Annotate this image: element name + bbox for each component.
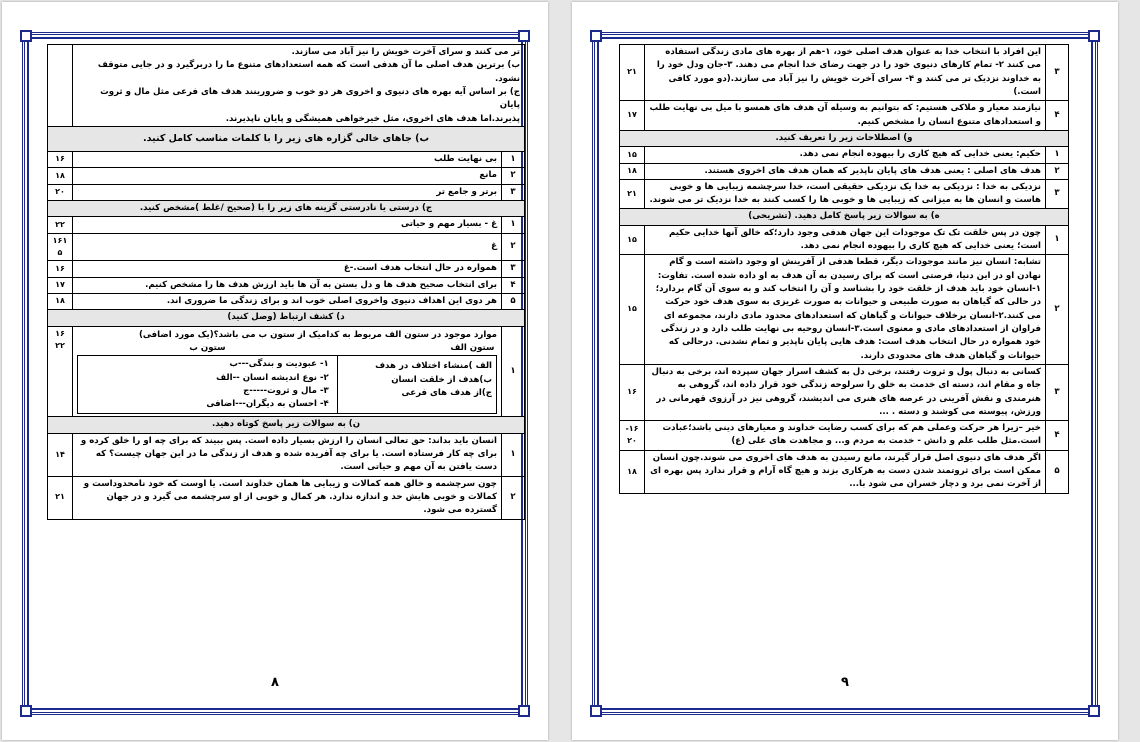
corner-ornament [20,705,32,717]
page-ref: ۱۵ [620,255,645,365]
page-ref: ۱۸ [48,168,73,184]
text-line: ج) بر اساس آیه بهره های دنیوی و اخروی هر دو خوب و ضرورینند هدف های فرعی مثل مال و ثروت پایان [100,86,520,111]
table-row [620,179,1069,209]
col-a-item: الف )منشاء اختلاف در هدف [375,361,492,372]
row-text: بی نهایت طلب [73,152,502,168]
page-9 [572,2,1118,740]
page-ref: ۲۱ [620,45,645,101]
row-text: برتر و جامع تر [73,184,502,200]
row-text: غ [73,233,502,261]
page-ref: ۱۶ ۲۲ [48,326,73,417]
page-ref: ۱۸ [620,450,645,493]
table-row [620,450,1069,493]
col-b-head: ستون ب [189,342,226,353]
col-b [78,356,338,414]
table-row [620,225,1069,255]
table-row [48,45,525,128]
col-b-item: ۱- عبودیت و بندگی---ب [229,359,329,370]
col-a-item: ب)هدف از خلقت انسان [391,374,492,385]
table-row [48,326,525,417]
section-title: ج) درستی یا نادرستی گزینه های زیر را با (صحیح /غلط )مشخص کنید. [48,200,525,216]
match-question: موارد موجود در ستون الف مربوط به کدامیک از ستون ب می باشد؟(یک مورد اضافی) [138,329,497,340]
page-ref: ۱۸ [620,163,645,179]
col-b-item: ۲- نوع اندیشه انسان --الف [216,372,329,383]
row-number: ۱ [1046,147,1069,163]
matching-table [77,342,497,415]
corner-ornament [518,30,530,42]
row-text: مانع [73,168,502,184]
row-text: تشابه: انسان نیز مانند موجودات دیگر، قطعا هدفی از آفرینش او وجود داشته است و گام نهادن او در این دنیا، فرصتی است که برای رسیدن به آن هدف به او داده شده است. تفاوت: ۱-انسان خود باید هدف از خلقت خود را بشناسد و آن را انتخاب کند و به سوی آن گام بردارد؛ در حالی که گیاهان به صورت طبیعی و حیوانات به صورت غریزی به سوی هدف خود حرکت می کنند.۲-انسان برخلاف حیوانات و گیاهان که استعدادهای محدود مادی دارند، مجموعه ای فراوان از استعدادهای مادی و معنوی است.۳-انسان روحیه بی نهایت طلب دارد و در زندگی خود همواره در حال انتخاب هدف است: هدف هایی پایان ناپذیر و تمام نشدنی. درحالی که حیوانات و گیاهان هدف های محدودی دارند. [645,255,1046,365]
page-ref: ۱۶ [48,152,73,168]
row-number: ۴ [502,277,525,293]
row-number: ۳ [502,184,525,200]
page-ref: ۲۱ [48,476,73,519]
row-text: حکیم: یعنی خدایی که هیچ کاری را بیهوده انجام نمی دهد. [645,147,1046,163]
intro-cell [73,45,525,128]
row-number: ۱ [1046,225,1069,255]
row-number: ۲ [1046,255,1069,365]
row-number: ۳ [502,261,525,277]
answer-table-left [47,44,525,128]
row-text: همواره در حال انتخاب هدف است.-غ [73,261,502,277]
table-row [48,152,525,168]
corner-ornament [590,30,602,42]
table-row [48,433,525,476]
table-row [48,476,525,519]
row-text: هر دوی این اهداف دنیوی واخروی اصلی خوب اند و برای زندگی ما ضروری اند. [73,293,502,309]
corner-ornament [518,705,530,717]
row-number: ۳ [1046,179,1069,209]
section-title: د) کشف ارتباط (وصل کنید) [48,310,525,326]
row-number: ۲ [1046,163,1069,179]
col-b-item: ۳- مال و ثروت-----ج [243,385,329,396]
row-number: ۵ [502,293,525,309]
page-ref: ۱۵ [620,225,645,255]
answer-table-right [619,44,1069,494]
page-ref: ۲۲ [48,217,73,233]
row-number: ۱ [502,217,525,233]
corner-ornament [590,705,602,717]
page-ref: ۱۷ [620,101,645,131]
row-text: انسان باید بداند: حق تعالی انسان را ارزش بسیار داده است. پس ببیند که برای چه او را خلق کرده و برای چه کار فرستاده است. یا برای چه آفریده شده و هدف از زندگی ما در این جهان چیست؟ که دست یافتن به آن مهم و حیاتی است. [73,433,502,476]
text-line: پذیرند.اما هدف های اخروی، مثل خیرخواهی همیشگی و پایان ناپذیرند. [225,113,520,124]
section-title: ه) به سوالات زیر پاسخ کامل دهید. (تشریحی) [620,209,1069,225]
row-text: چون سرچشمه و خالق همه کمالات و زیبایی ها همان خداوند است. یا اوست که خود نامحدوداست و کمالات و خوبی هایش حد و اندازه ندارد. هر کمال و خوبی از او سرچشمه می گیرد و در جهان گسترده می شود. [73,476,502,519]
table-row [48,184,525,200]
row-text: چون در پس خلقت تک تک موجودات این جهان هدفی وجود دارد؛که خالق آنها خدایی حکیم است؛ یعنی خدایی که هیچ کاری را بیهوده انجام نمی دهد. [645,225,1046,255]
page-number: ۹ [841,675,849,690]
row-number: ۱ [502,433,525,476]
page-number: ۸ [271,675,279,690]
text-line: ب) برترین هدف اصلی ما آن هدفی است که همه استعدادهای متنوع ما را دربرگیرد و در جایی متوقف نشود. [97,60,520,84]
col-a [337,356,496,414]
page-ref: ۱۶ [620,364,645,420]
page-ref: ۱۶ [48,261,73,277]
row-number: ۵ [1046,450,1069,493]
row-text: غ - بسیار مهم و حیاتی [73,217,502,233]
table-row [48,168,525,184]
table-row [48,293,525,309]
col-b-item: ۴- احسان به دیگران---اضافی [206,399,329,410]
row-text: هدف های اصلی : یعنی هدف های پایان ناپذیر که همان هدف های اخروی هستند. [645,163,1046,179]
row-number: ۲ [502,476,525,519]
table-row [48,277,525,293]
row-text: خیر –زیرا هر حرکت وعملی هم که برای کسب رضایت خداوند و معیارهای دینی باشد؛عبادت است.مثل طلب علم و دانش - خدمت به مردم و... و مجاهدت های علی (ع) [645,421,1046,451]
row-text: اگر هدف های دنیوی اصل قرار گیرند، مانع رسیدن به هدف های اخروی می شوند.چون انسان ممکن است برای ثروتمند شدن دست به هرکاری بزند و هیچ گاه آرام و قرار ندارد پس بهره ای از آخرت نمی برد و دچار خسران می شود با... [645,450,1046,493]
table-row [620,147,1069,163]
page-ref: ۱۶- ۲۰ [620,421,645,451]
page-ref: ۱۶۱ ۵ [48,233,73,261]
table-row [620,364,1069,420]
col-a-item: ج)از هدف های فرعی [401,387,492,398]
row-number: ۴ [1046,421,1069,451]
table-row [48,233,525,261]
corner-ornament [20,30,32,42]
page-ref: ۲۱ [620,179,645,209]
row-number: ۱ [502,152,525,168]
row-number: ۲ [502,233,525,261]
corner-ornament [1088,705,1100,717]
page-ref: ۱۸ [48,293,73,309]
row-text: نیازمند معیار و ملاکی هستیم: که بتوانیم به وسیله آن هدف های همسو با میل بی نهایت طلب و استعدادهای متنوع انسان را مشخص کنیم. [645,101,1046,131]
section-title: ن) به سوالات زیر پاسخ کوتاه دهید. [48,417,525,433]
row-number: ۲ [502,168,525,184]
table-row [620,421,1069,451]
table-row [620,45,1069,101]
matching-cell [73,326,502,417]
page-8 [2,2,548,740]
row-number: ۳ [1046,45,1069,101]
page-ref: ۱۴ [48,433,73,476]
section-b-table [47,126,525,520]
answer-cell [48,45,73,128]
row-text: برای انتخاب صحیح هدف ها و دل بستن به آن ها باید ارزش هدف ها را مشخص کنیم. [73,277,502,293]
row-number: ۱ [502,326,525,417]
table-row [48,217,525,233]
page-ref: ۱۷ [48,277,73,293]
table-row [48,261,525,277]
table-row [620,255,1069,365]
row-number: ۳ [1046,364,1069,420]
row-text: کسانی به دنبال پول و ثروت رفتند، برخی دل به کشف اسرار جهان سپرده اند، برخی به دنبال جاه و مقام اند، دسته ای خدمت به خلق را سرلوحه زندگی خود قرار داده اند، گروهی به هنرمندی و نقش آفرینی در عرصه های هنری می اندیشند، گروهی نیز در آرزوی قهرمانی در ورزش، پیوسته می کوشند و دسته . ... [645,364,1046,420]
section-title: ب) جاهای خالی گزاره های زیر را با کلمات مناسب کامل کنید. [48,127,525,152]
section-title: و) اصطلاحات زیر را تعریف کنید. [620,130,1069,146]
row-number: ۴ [1046,101,1069,131]
row-text: نزدیکی به خدا : نزدیکی به خدا یک نزدیکی حقیقی است، خدا سرچشمه زیبایی ها و خوبی هاست و انسان ها به میزانی که زیبایی ها و خوبی ها را کسب کنند به خدا نزدیک تر می شوند. [645,179,1046,209]
text-line: تر می کنند و سرای آخرت خویش را نیز آباد می سازند. [291,47,520,57]
corner-ornament [1088,30,1100,42]
row-text: این افراد با انتخاب خدا به عنوان هدف اصلی خود، ۱-هم از بهره های مادی زندگی استفاده می کنند ۲- تمام کارهای دنیوی خود را در جهت رضای خدا انجام می دهند. ۳-جان ودل خود را به خداوند نزدیک تر می کنند و ۴- سرای آخرت خویش را نیز آباد می سازند.(دو مورد کافی است.) [645,45,1046,101]
table-row [620,163,1069,179]
table-row [620,101,1069,131]
col-a-head: ستون الف [450,342,495,353]
page-ref: ۱۵ [620,147,645,163]
page-ref: ۲۰ [48,184,73,200]
